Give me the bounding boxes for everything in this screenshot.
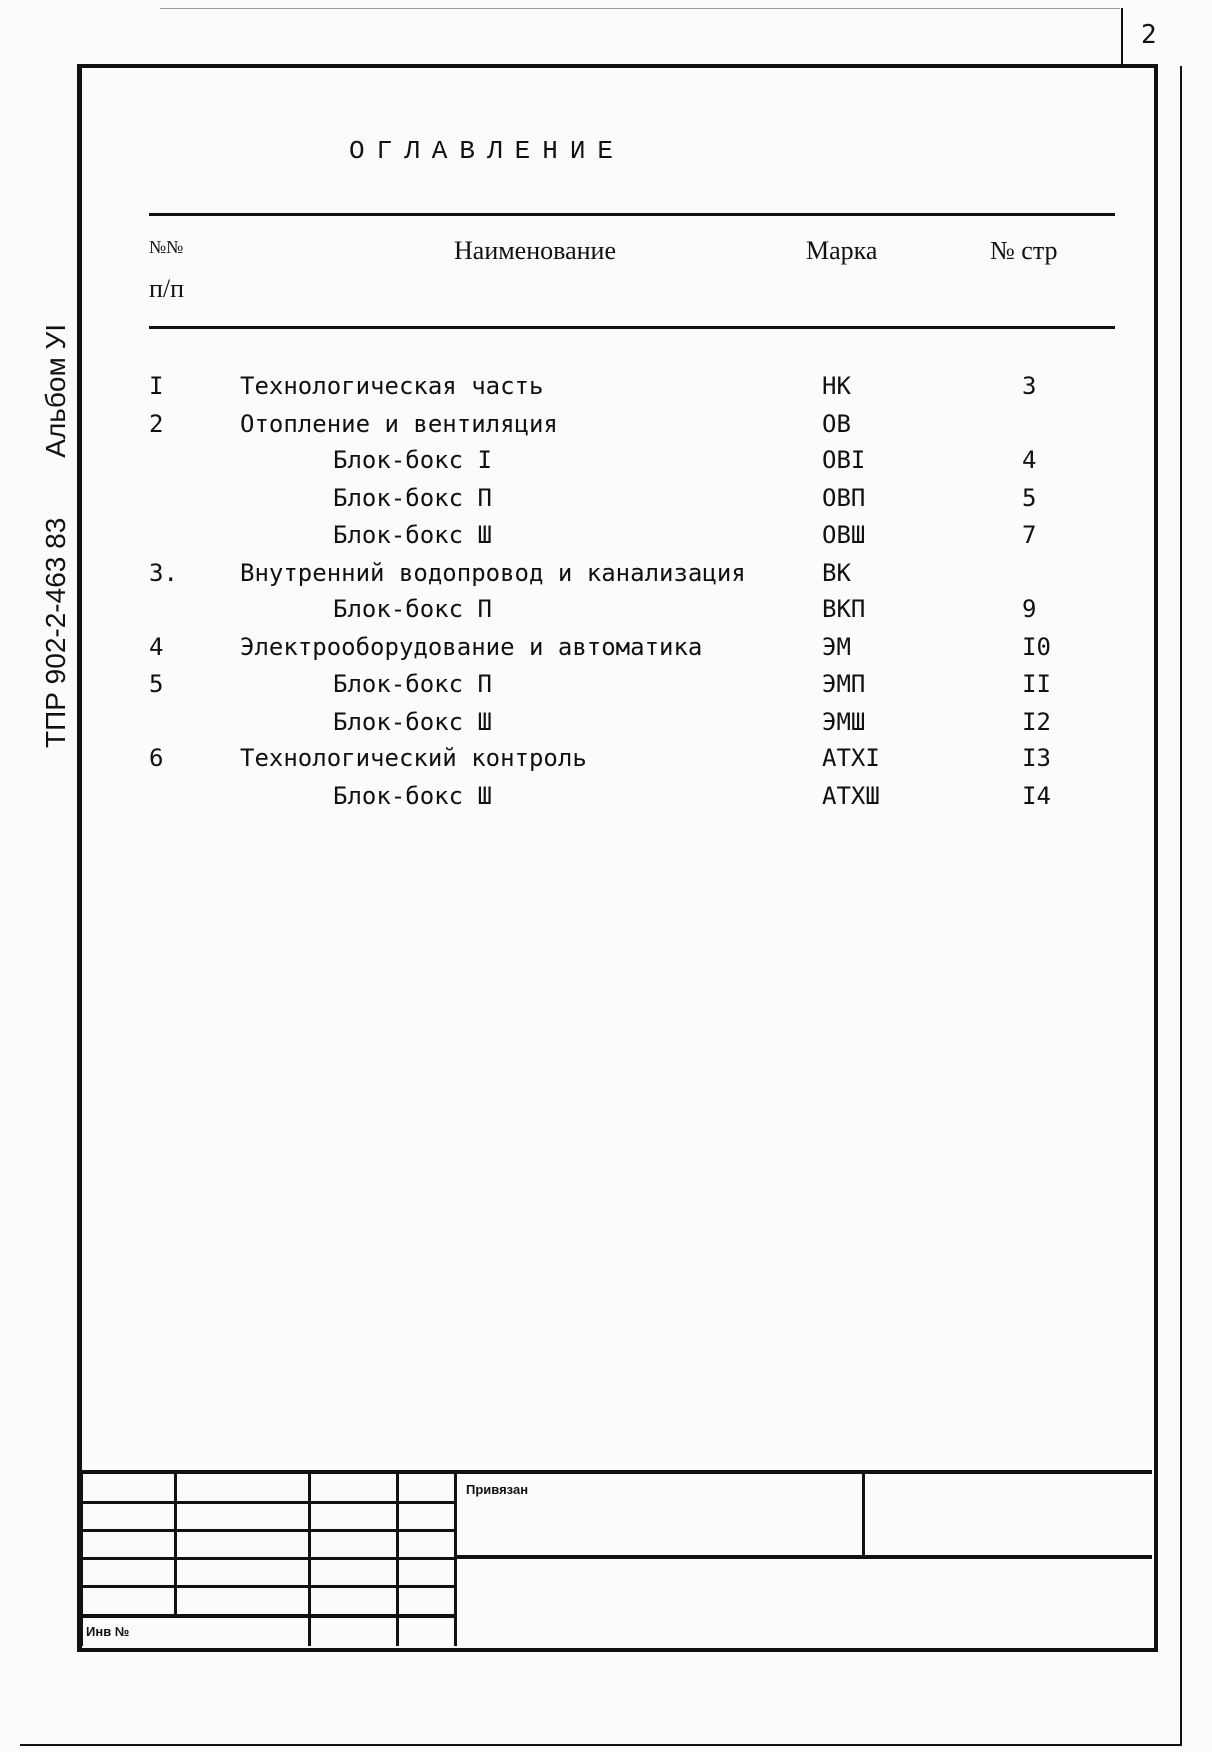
toc-num: 6	[149, 744, 164, 772]
page-number-divider	[1121, 8, 1123, 66]
header-bottom-line	[149, 326, 1115, 329]
stamp-vline	[308, 1470, 311, 1646]
toc-page: I0	[1022, 633, 1051, 661]
toc-page: 5	[1022, 484, 1037, 512]
toc-page: 4	[1022, 446, 1037, 474]
toc-mark: ОВI	[822, 446, 866, 474]
toc-name: Отопление и вентиляция	[240, 410, 558, 438]
toc-name: Технологическая часть	[240, 372, 544, 400]
header-mark: Марка	[806, 236, 878, 265]
toc-mark: ОВП	[822, 484, 866, 512]
toc-num: 4	[149, 633, 164, 661]
header-page: № стр	[990, 236, 1058, 265]
stamp-top-line	[80, 1470, 1152, 1474]
stamp-vline	[396, 1470, 399, 1646]
outer-right-line	[1180, 66, 1182, 1746]
toc-page: I3	[1022, 744, 1051, 772]
stamp-vline	[80, 1470, 83, 1646]
toc-mark: ЭМП	[822, 670, 866, 698]
toc-mark: АТХШ	[822, 782, 880, 810]
toc-mark: ВК	[822, 559, 851, 587]
toc-page: II	[1022, 670, 1051, 698]
toc-sub: Блок-бокс П	[333, 670, 492, 698]
toc-sub: Блок-бокс Ш	[333, 708, 492, 736]
header-num: №№	[149, 237, 184, 257]
toc-num: 5	[149, 670, 164, 698]
toc-sub: Блок-бокс Ш	[333, 782, 492, 810]
top-edge-line	[160, 8, 1120, 9]
header-num2: п/п	[149, 274, 185, 303]
toc-mark: ВКП	[822, 595, 866, 623]
header-top-line	[149, 213, 1115, 216]
toc-page: 9	[1022, 595, 1037, 623]
toc-mark: ОВ	[822, 410, 851, 438]
drawing-frame	[77, 64, 1158, 1652]
stamp-inv-label: Инв №	[86, 1624, 130, 1639]
toc-name: Электрооборудование и автоматика	[240, 633, 703, 661]
toc-sub: Блок-бокс Ш	[333, 521, 492, 549]
page-title: ОГЛАВЛЕНИЕ	[349, 136, 626, 166]
toc-mark: АТХI	[822, 744, 880, 772]
stamp-attached-label: Привязан	[466, 1482, 529, 1497]
page-number: 2	[1141, 20, 1157, 50]
toc-page: I4	[1022, 782, 1051, 810]
stamp-vline	[454, 1470, 457, 1646]
toc-num: 3.	[149, 559, 178, 587]
header-name: Наименование	[454, 236, 616, 265]
stamp-vline	[174, 1470, 177, 1616]
toc-sub: Блок-бокс П	[333, 484, 492, 512]
stamp-vline	[862, 1470, 865, 1558]
toc-name: Внутренний водопровод и канализация	[240, 559, 746, 587]
toc-sub: Блок-бокс П	[333, 595, 492, 623]
toc-mark: ЭМШ	[822, 708, 866, 736]
side-label	[40, 264, 72, 748]
toc-num: I	[149, 372, 164, 400]
toc-page: I2	[1022, 708, 1051, 736]
stamp-line	[455, 1555, 1152, 1559]
toc-sub: Блок-бокс I	[333, 446, 492, 474]
toc-page: 3	[1022, 372, 1037, 400]
toc-mark: ЭМ	[822, 633, 851, 661]
toc-mark: ОВШ	[822, 521, 866, 549]
outer-bottom-line	[20, 1744, 1182, 1746]
toc-num: 2	[149, 410, 164, 438]
side-album: Альбом УI	[40, 323, 71, 458]
side-code: ТПР 902-2-463 83	[40, 517, 71, 748]
toc-page: 7	[1022, 521, 1037, 549]
toc-name: Технологический контроль	[240, 744, 587, 772]
toc-mark: НК	[822, 372, 851, 400]
